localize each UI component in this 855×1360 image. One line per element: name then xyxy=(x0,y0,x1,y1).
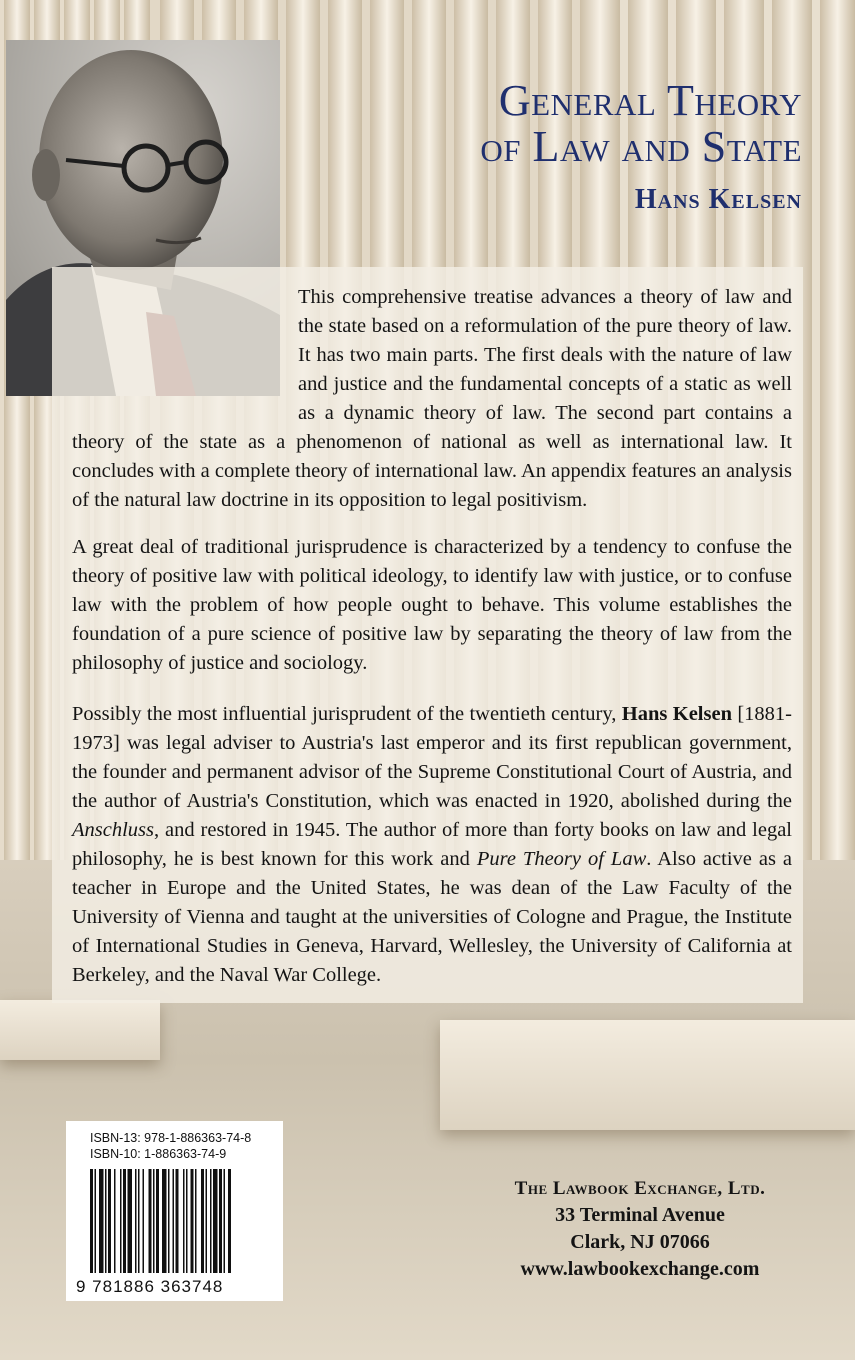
barcode-bar xyxy=(123,1169,126,1273)
paragraph-biography xyxy=(72,700,792,990)
isbn10-label: ISBN-10: 1-886363-74-9 xyxy=(90,1147,227,1161)
barcode-bar xyxy=(213,1169,218,1273)
isbn13-label: ISBN-13: 978-1-886363-74-8 xyxy=(90,1131,252,1145)
barcode-bar xyxy=(138,1169,140,1273)
barcode-bar xyxy=(90,1169,93,1273)
barcode-bar xyxy=(186,1169,188,1273)
barcode-bar xyxy=(95,1169,97,1273)
paragraph-approach: A great deal of traditional jurisprudence is characterized by a tendency to confuse the theory of positive law with political ideology, to identify law with justice, or to confuse law with the problem of how people ought to behave. This volume establishes the foundation of a pure science of positive law by separating the theory of law from the philosophy of justice and sociology. xyxy=(72,536,792,674)
barcode-bar xyxy=(206,1169,208,1273)
barcode-bar xyxy=(224,1169,226,1273)
bio-text-4: . Also active as a teacher in Europe and the United States, he was dean of the Law Faculty of the University of Vienna and taught at the universities of Cologne and Prague, the Institute of International Studies in Geneva, Harvard, Wellesley, the University of California at Berkeley, and the Naval War College. xyxy=(72,848,793,986)
paragraph-summary xyxy=(72,283,792,515)
barcode-bar xyxy=(135,1169,137,1273)
barcode-bar xyxy=(168,1169,170,1273)
barcode-bar xyxy=(201,1169,204,1273)
barcode-bar xyxy=(210,1169,212,1273)
publisher-street: 33 Terminal Avenue xyxy=(555,1204,725,1226)
barcode-bar xyxy=(183,1169,185,1273)
ean-digits: 9 781886 363748 xyxy=(76,1277,224,1296)
paragraph-summary-text: This comprehensive treatise advances a theory of law and the state based on a reformulation of the pure theory of law. It has two main parts. The first deals with the nature of law and justice and the fundamental concepts of a static as well as a dynamic theory of law. The second part contains a theory of the state as a phenomenon of national as well as international law. It concludes with a complete theory of international law. An appendix features an analysis of the natural law doctrine in its opposition to legal positivism. xyxy=(72,286,792,511)
title-block xyxy=(290,78,802,216)
barcode-bar xyxy=(191,1169,194,1273)
barcode-bar xyxy=(162,1169,167,1273)
barcode-bar xyxy=(149,1169,152,1273)
barcode-bar xyxy=(99,1169,104,1273)
barcode-bar xyxy=(173,1169,175,1273)
column-plinth xyxy=(0,1000,160,1060)
barcode-bar xyxy=(143,1169,145,1273)
publisher-city: Clark, NJ 07066 xyxy=(570,1231,710,1253)
barcode-bar xyxy=(228,1169,231,1273)
barcode-bar xyxy=(156,1169,159,1273)
barcode-bar xyxy=(108,1169,111,1273)
bio-text-1: Possibly the most influential jurisprudent of the twentieth century, xyxy=(72,703,622,725)
barcode-bar xyxy=(153,1169,155,1273)
bio-anschluss: Anschluss xyxy=(72,819,154,841)
bio-text-3: , and restored in 1945. The author of more than forty books on law and legal philosophy, he is best known for this work and xyxy=(72,819,792,870)
bio-pure-theory-title: Pure Theory of Law xyxy=(476,848,647,870)
book-title-line1: General Theory xyxy=(498,76,802,125)
barcode-bar xyxy=(195,1169,197,1273)
barcode-box xyxy=(66,1121,283,1301)
column-plinth xyxy=(440,1020,855,1130)
barcode-bar xyxy=(176,1169,179,1273)
barcode-bar xyxy=(114,1169,116,1273)
author-name: Hans Kelsen xyxy=(634,184,802,215)
publisher-block xyxy=(470,1175,810,1283)
barcode-bar xyxy=(219,1169,222,1273)
barcode-bars xyxy=(88,1169,278,1279)
description-panel xyxy=(52,267,803,1003)
barcode-bar xyxy=(120,1169,122,1273)
barcode-bar xyxy=(105,1169,107,1273)
bio-author-name: Hans Kelsen xyxy=(621,703,732,725)
publisher-website: www.lawbookexchange.com xyxy=(520,1258,760,1280)
book-title-line2: of Law and State xyxy=(480,122,802,171)
bio-text-2: [1881-1973] was legal adviser to Austria's last emperor and its first republican government, the founder and permanent advisor of the Supreme Constitutional Court of Austria, and the author of Austria's Constitution, which was enacted in 1920, abolished during the xyxy=(72,703,792,812)
barcode-bar xyxy=(128,1169,133,1273)
publisher-name: The Lawbook Exchange, Ltd. xyxy=(514,1178,766,1199)
